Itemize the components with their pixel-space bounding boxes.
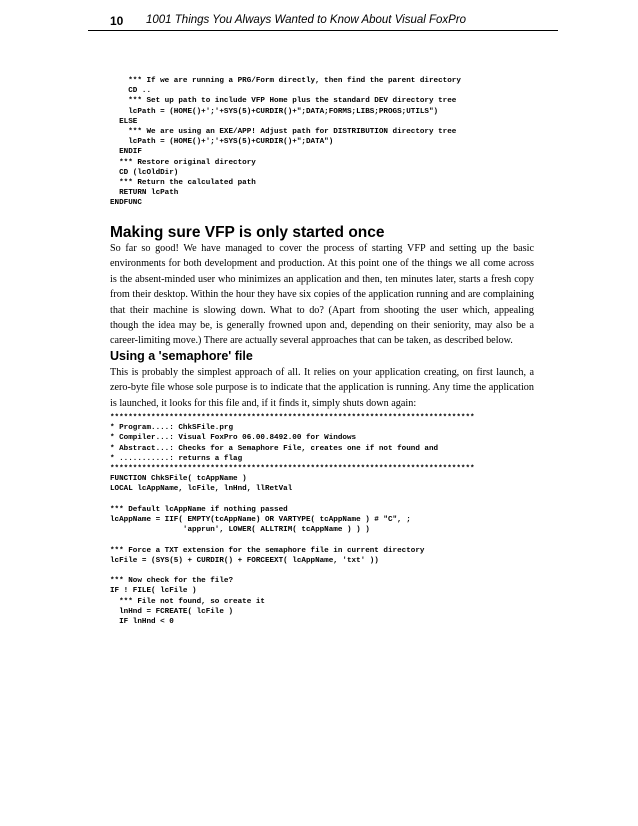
page-number: 10 bbox=[110, 14, 124, 28]
section-heading: Making sure VFP is only started once bbox=[110, 224, 385, 241]
code-listing-1: *** If we are running a PRG/Form directly, then find the parent directory CD .. *** Set up path to include VFP Home plus the standard DEV directory tree lcPath = (HOME()+';'+SYS(5)+CURDIR()+";DATA;FORMS;LIBS;PROGS;UTILS") ELSE *** We are using an EXE/APP! Adjust path for DISTRIBUTION directory tree lcPath = (HOME()+';'+SYS(5)+CURDIR()+";DATA") ENDIF *** Restore original directory CD (lcOldDir) *** Return the calculated path RETURN lcPath ENDFUNC bbox=[110, 77, 461, 208]
code-listing-2: ******************************************************************************** * Program....: ChkSFile.prg * Compiler...: Visual FoxPro 06.00.8492.00 for Windows * Abstract...: Checks for a Semaphore File, creates one if not found and * ...........: returns a flag ******************************************************************************** FUNCTION ChkSFile( tcAppName ) LOCAL lcAppName, lcFile, lnHnd, llRetVal *** Default lcAppName if nothing passed lcAppName = IIF( EMPTY(tcAppName) OR VARTYPE( tcAppName ) # "C", ; 'apprun', LOWER( ALLTRIM( tcAppName ) ) ) *** Force a TXT extension for the semaphore file in current directory lcFile = (SYS(5) + CURDIR() + FORCEEXT( lcAppName, 'txt' )) *** Now check for the file? IF ! FILE( lcFile ) *** File not found, so create it lnHnd = FCREATE( lcFile ) IF lnHnd < 0 bbox=[110, 414, 475, 627]
body-paragraph-1: So far so good! We have managed to cover the process of starting VFP and setting up the basic environments for both development and production. At this point one of the things we all come across is the absent-minded user who minimizes an application and then, ten minutes later, starts a fresh copy from their desktop. Within the hour they have six copies of the application running and are complaining that their machine is slowing down. What to do? (Apart from shooting the user which, appealing though the idea may be, is generally frowned upon and, depending on their seniority, may also be a career-limiting move.) There are actually several approaches that can be taken, as described below. bbox=[110, 243, 534, 347]
subsection-heading: Using a 'semaphore' file bbox=[110, 349, 253, 363]
page-header bbox=[88, 8, 558, 31]
body-paragraph-2: This is probably the simplest approach of all. It relies on your application creating, on first launch, a zero-byte file whose sole purpose is to indicate that the application is running. Any time the application is launched, it looks for this file and, if it finds it, simply shuts down again: bbox=[110, 367, 534, 409]
running-title: 1001 Things You Always Wanted to Know About Visual FoxPro bbox=[146, 14, 467, 26]
